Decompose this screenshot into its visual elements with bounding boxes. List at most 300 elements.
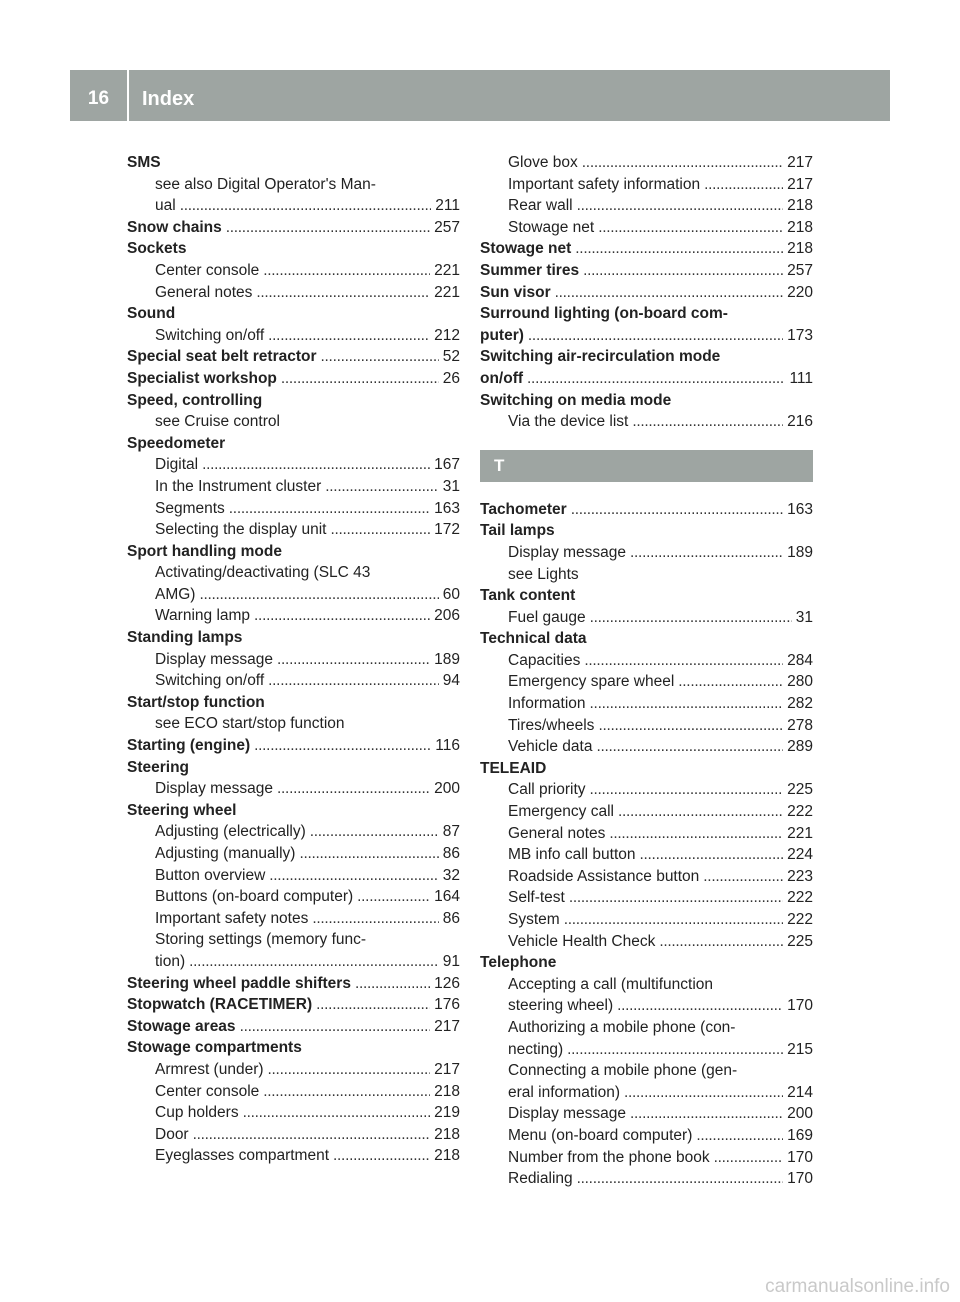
dot-leader xyxy=(330,519,430,541)
index-entry-page[interactable]: 222 xyxy=(787,803,813,821)
letter-section-bar: T xyxy=(480,450,813,482)
index-entry-text: Switching on media mode xyxy=(480,391,672,409)
dot-leader xyxy=(268,325,430,347)
index-entry[interactable] xyxy=(127,886,460,908)
index-entry-page[interactable]: 218 xyxy=(787,197,813,215)
index-entry-text: Stowage net xyxy=(480,240,572,258)
index-entry[interactable] xyxy=(127,649,460,671)
index-entry[interactable] xyxy=(127,1037,460,1059)
index-entry-page[interactable]: 126 xyxy=(434,974,460,992)
dot-leader xyxy=(333,1145,430,1167)
index-entry[interactable] xyxy=(127,562,460,584)
index-entry-text: see also Digital Operator's Man- xyxy=(155,175,376,193)
index-entry[interactable] xyxy=(127,217,460,239)
index-entry-text: Switching on/off xyxy=(155,326,265,344)
index-entry[interactable] xyxy=(480,758,813,780)
index-entry-text: Capacities xyxy=(508,651,581,669)
index-entry-page[interactable]: 218 xyxy=(434,1082,460,1100)
index-entry-page[interactable]: 222 xyxy=(787,911,813,928)
index-entry-text: on/off xyxy=(480,369,524,387)
index-entry[interactable] xyxy=(127,1102,460,1124)
index-entry-page[interactable]: 31 xyxy=(442,477,460,495)
dot-leader xyxy=(243,1102,431,1124)
index-entry-page[interactable]: 31 xyxy=(795,608,813,626)
index-column-right xyxy=(480,152,813,1190)
index-entry[interactable] xyxy=(480,325,813,347)
index-entry-text: Rear wall xyxy=(508,197,573,215)
index-entry-text: Tachometer xyxy=(480,500,567,518)
index-entry[interactable] xyxy=(480,823,813,845)
index-entry-page[interactable]: 172 xyxy=(434,521,460,539)
index-entry[interactable] xyxy=(127,713,460,735)
index-entry-text: In the Instrument cluster xyxy=(155,477,322,495)
index-entry-page[interactable]: 217 xyxy=(434,1060,460,1078)
index-entry-text: Summer tires xyxy=(480,261,580,279)
index-entry[interactable] xyxy=(480,1039,813,1061)
dot-leader xyxy=(199,584,438,606)
index-entry[interactable] xyxy=(127,821,460,843)
index-entry-text: Digital xyxy=(155,456,199,474)
index-entry-text: General notes xyxy=(508,824,606,842)
index-entry-text: Telephone xyxy=(480,954,557,972)
index-entry-text: tion) xyxy=(155,952,186,970)
index-entry[interactable] xyxy=(127,411,460,433)
dot-leader xyxy=(624,1082,783,1104)
index-entry[interactable] xyxy=(480,542,813,564)
index-entry[interactable] xyxy=(480,650,813,672)
index-entry-page[interactable]: 218 xyxy=(787,218,813,236)
index-entry-text: Tail lamps xyxy=(480,522,555,540)
index-entry-page[interactable]: 87 xyxy=(442,823,460,841)
page-header xyxy=(70,70,890,121)
index-entry-page[interactable]: 218 xyxy=(434,1147,460,1165)
index-entry-text: Sport handling mode xyxy=(127,542,282,560)
dot-leader xyxy=(575,238,783,260)
index-entry-text: Segments xyxy=(155,499,225,517)
index-entry-text: Information xyxy=(508,695,586,713)
index-entry[interactable] xyxy=(480,974,813,996)
index-entry-text: Glove box xyxy=(508,154,578,171)
index-entry[interactable] xyxy=(127,757,460,779)
index-entry-page[interactable]: 223 xyxy=(787,867,813,885)
index-entry-text: Center console xyxy=(155,1082,260,1100)
index-entry[interactable] xyxy=(480,585,813,607)
index-entry[interactable] xyxy=(127,973,460,995)
index-entry-text: Steering xyxy=(127,758,190,776)
index-entry-text: see Lights xyxy=(508,565,579,583)
index-entry-page[interactable]: 217 xyxy=(787,154,813,171)
index-entry-text: see ECO start/stop function xyxy=(155,715,345,733)
dot-leader xyxy=(254,605,430,627)
index-entry[interactable] xyxy=(480,607,813,629)
index-entry[interactable] xyxy=(127,800,460,822)
dot-leader xyxy=(193,1124,431,1146)
index-entry[interactable] xyxy=(480,671,813,693)
dot-leader xyxy=(310,821,439,843)
dot-leader xyxy=(189,951,439,973)
index-entry-text: Switching on/off xyxy=(155,672,265,690)
dot-leader xyxy=(678,671,783,693)
index-entry[interactable] xyxy=(127,929,460,951)
dot-leader xyxy=(263,1081,430,1103)
index-entry[interactable] xyxy=(480,152,813,174)
index-entry[interactable] xyxy=(480,801,813,823)
index-entry[interactable] xyxy=(127,735,460,757)
dot-leader xyxy=(325,476,438,498)
index-entry[interactable] xyxy=(480,887,813,909)
index-entry[interactable] xyxy=(127,584,460,606)
index-entry-text: steering wheel) xyxy=(508,997,614,1015)
dot-leader xyxy=(254,735,431,757)
dot-leader xyxy=(256,282,430,304)
index-entry-page[interactable]: 282 xyxy=(787,695,813,713)
dot-leader xyxy=(312,908,438,930)
index-entry-page[interactable]: 60 xyxy=(442,585,460,603)
index-entry-page[interactable]: 167 xyxy=(434,456,460,474)
index-entry-page[interactable]: 211 xyxy=(435,197,460,215)
index-entry-page[interactable]: 219 xyxy=(434,1104,460,1122)
index-entry-page[interactable]: 163 xyxy=(434,499,460,517)
index-entry-text: Stowage areas xyxy=(127,1017,236,1035)
index-entry-text: Call priority xyxy=(508,781,586,799)
index-entry[interactable] xyxy=(480,995,813,1017)
dot-leader xyxy=(277,778,430,800)
index-entry-page[interactable]: 212 xyxy=(434,326,460,344)
index-entry-page[interactable]: 200 xyxy=(787,1105,813,1123)
index-entry-page[interactable]: 32 xyxy=(442,866,460,884)
index-entry[interactable] xyxy=(480,628,813,650)
index-entry-page[interactable]: 278 xyxy=(787,716,813,734)
index-entry[interactable] xyxy=(480,779,813,801)
dot-leader xyxy=(263,260,430,282)
index-entry-page[interactable]: 284 xyxy=(787,651,813,669)
dot-leader xyxy=(564,909,783,931)
index-entry-text: Connecting a mobile phone (gen- xyxy=(508,1062,738,1080)
dot-leader xyxy=(590,779,784,801)
dot-leader xyxy=(590,607,792,629)
index-entry-page[interactable]: 225 xyxy=(787,781,813,799)
index-entry[interactable] xyxy=(127,1145,460,1167)
index-entry[interactable] xyxy=(127,627,460,649)
index-entry-page[interactable]: 189 xyxy=(787,543,813,561)
index-entry[interactable] xyxy=(480,282,813,304)
dot-leader xyxy=(355,973,430,995)
index-entry-text: Surround lighting (on-board com- xyxy=(480,305,728,323)
index-entry-text: Menu (on-board computer) xyxy=(508,1126,693,1144)
index-entry-page[interactable]: 86 xyxy=(442,845,460,862)
dot-leader xyxy=(527,368,785,390)
index-entry[interactable] xyxy=(127,282,460,304)
index-entry-text: Eyeglasses compartment xyxy=(155,1147,330,1165)
index-entry[interactable] xyxy=(127,692,460,714)
index-entry-text: Standing lamps xyxy=(127,629,243,647)
index-entry[interactable] xyxy=(127,498,460,520)
index-entry[interactable] xyxy=(480,1147,813,1169)
index-entry-page[interactable]: 86 xyxy=(442,909,460,927)
index-entry-text: System xyxy=(508,911,560,928)
index-entry-page[interactable]: 225 xyxy=(787,932,813,950)
index-entry[interactable] xyxy=(127,605,460,627)
index-entry-page[interactable]: 26 xyxy=(442,369,460,387)
index-entry-text: Emergency call xyxy=(508,803,614,821)
index-entry[interactable] xyxy=(480,693,813,715)
index-entry[interactable] xyxy=(480,217,813,239)
index-entry[interactable] xyxy=(127,1124,460,1146)
index-entry[interactable] xyxy=(127,1081,460,1103)
index-entry-text: Speed, controlling xyxy=(127,391,263,409)
index-entry[interactable] xyxy=(480,564,813,586)
index-entry-text: Snow chains xyxy=(127,218,222,236)
index-entry-text: Sockets xyxy=(127,240,187,258)
index-entry-text: Via the device list xyxy=(508,413,629,431)
index-entry[interactable] xyxy=(480,1060,813,1082)
index-entry-text: Storing settings (memory func- xyxy=(155,931,367,949)
dot-leader xyxy=(596,736,783,758)
index-entry-page[interactable]: 206 xyxy=(434,607,460,625)
index-entry-page[interactable]: 257 xyxy=(434,218,460,236)
index-entry-text: Display message xyxy=(508,1105,627,1123)
watermark: carmanualsonline.info xyxy=(765,1276,950,1297)
index-entry[interactable] xyxy=(480,931,813,953)
index-entry[interactable] xyxy=(480,368,813,390)
dot-leader xyxy=(202,454,430,476)
index-entry-page[interactable]: 217 xyxy=(787,175,813,193)
index-entry-text: Display message xyxy=(155,780,274,798)
index-entry-text: Cup holders xyxy=(155,1104,239,1122)
index-entry-text: Accepting a call (multifunction xyxy=(508,975,714,993)
index-entry-text: Vehicle data xyxy=(508,738,593,756)
index-entry-page[interactable]: 94 xyxy=(442,672,460,690)
index-entry-text: necting) xyxy=(508,1040,564,1058)
header-divider xyxy=(127,70,129,121)
page-number: 16 xyxy=(87,88,110,109)
index-entry[interactable] xyxy=(127,778,460,800)
index-entry-page[interactable]: 52 xyxy=(442,348,460,366)
index-entry-text: Switching air-recirculation mode xyxy=(480,348,721,366)
index-entry-text: Important safety notes xyxy=(155,909,309,927)
index-entry-text: Armrest (under) xyxy=(155,1060,264,1078)
index-column-left xyxy=(127,152,460,1167)
index-entry[interactable] xyxy=(480,1168,813,1190)
index-entry-page[interactable]: 170 xyxy=(787,997,813,1015)
index-entry[interactable] xyxy=(480,174,813,196)
dot-leader xyxy=(630,542,783,564)
index-entry[interactable] xyxy=(480,715,813,737)
dot-leader xyxy=(618,801,783,823)
dot-leader xyxy=(590,693,784,715)
index-entry-text: Authorizing a mobile phone (con- xyxy=(508,1018,736,1036)
index-entry-text: Emergency spare wheel xyxy=(508,673,675,691)
dot-leader xyxy=(277,649,430,671)
dot-leader xyxy=(704,174,783,196)
index-entry-text: Center console xyxy=(155,261,260,279)
index-entry-page[interactable]: 289 xyxy=(787,738,813,756)
index-entry[interactable] xyxy=(127,238,460,260)
index-entry-page[interactable]: 221 xyxy=(434,283,460,301)
index-entry-page[interactable]: 163 xyxy=(787,500,813,518)
index-entry-text: see Cruise control xyxy=(155,413,280,431)
index-entry[interactable] xyxy=(480,303,813,325)
index-entry-text: Technical data xyxy=(480,630,587,648)
index-entry[interactable] xyxy=(127,994,460,1016)
dot-leader xyxy=(630,1103,783,1125)
dot-leader xyxy=(321,346,439,368)
index-entry-text: Button overview xyxy=(155,866,266,884)
index-entry[interactable] xyxy=(127,670,460,692)
dot-leader xyxy=(567,1039,783,1061)
dot-leader xyxy=(316,994,430,1016)
index-entry-page[interactable]: 169 xyxy=(787,1126,813,1144)
index-entry-text: Display message xyxy=(155,650,274,668)
index-entry-page[interactable]: 222 xyxy=(787,889,813,907)
index-entry[interactable] xyxy=(127,519,460,541)
index-entry[interactable] xyxy=(127,325,460,347)
index-entry[interactable] xyxy=(127,260,460,282)
index-entry-text: SMS xyxy=(127,154,161,171)
index-entry-page[interactable]: 221 xyxy=(787,824,813,842)
dot-leader xyxy=(714,1147,784,1169)
index-entry-text: TELEAID xyxy=(480,759,547,777)
index-entry[interactable] xyxy=(480,844,813,866)
index-entry-page[interactable]: 218 xyxy=(787,240,813,258)
index-entry-page[interactable]: 215 xyxy=(787,1040,813,1058)
index-entry[interactable] xyxy=(480,736,813,758)
index-entry-page[interactable]: 164 xyxy=(434,888,460,906)
index-entry-text: Tires/wheels xyxy=(508,716,595,734)
index-entry[interactable] xyxy=(127,1016,460,1038)
index-entry-text: Self-test xyxy=(508,889,565,907)
index-entry-text: puter) xyxy=(480,326,524,344)
dot-leader xyxy=(577,1168,783,1190)
index-entry[interactable] xyxy=(480,952,813,974)
index-entry-text: Fuel gauge xyxy=(508,608,586,626)
index-entry[interactable] xyxy=(127,1059,460,1081)
index-entry[interactable] xyxy=(480,909,813,931)
index-entry-page[interactable]: 224 xyxy=(787,846,813,864)
index-entry-text: eral information) xyxy=(508,1083,620,1101)
index-entry[interactable] xyxy=(127,476,460,498)
index-entry[interactable] xyxy=(127,390,460,412)
index-entry-text: Starting (engine) xyxy=(127,737,251,755)
index-entry-page[interactable]: 91 xyxy=(442,952,460,970)
index-entry-text: Stowage net xyxy=(508,218,595,236)
index-entry-page[interactable]: 170 xyxy=(787,1170,813,1188)
dot-leader xyxy=(240,1016,431,1038)
index-entry[interactable] xyxy=(127,368,460,390)
index-entry[interactable] xyxy=(127,865,460,887)
index-entry-text: Stopwatch (RACETIMER) xyxy=(127,996,313,1014)
index-entry-text: Start/stop function xyxy=(127,693,265,711)
index-entry[interactable] xyxy=(127,195,460,217)
index-entry-page[interactable]: 176 xyxy=(434,996,460,1014)
dot-leader xyxy=(571,499,783,521)
index-entry[interactable] xyxy=(480,238,813,260)
index-entry[interactable] xyxy=(127,152,460,174)
index-entry-page[interactable]: 173 xyxy=(787,326,813,344)
dot-leader xyxy=(632,411,783,433)
index-entry[interactable] xyxy=(127,174,460,196)
index-entry-text: General notes xyxy=(155,283,253,301)
index-entry-page[interactable]: 189 xyxy=(434,650,460,668)
index-entry[interactable] xyxy=(480,195,813,217)
index-entry-page[interactable]: 216 xyxy=(787,413,813,431)
index-entry-page[interactable]: 116 xyxy=(435,737,460,755)
index-entry[interactable] xyxy=(480,1125,813,1147)
index-entry-page[interactable]: 170 xyxy=(787,1148,813,1166)
dot-leader xyxy=(226,217,430,239)
dot-leader xyxy=(582,152,783,174)
index-entry[interactable] xyxy=(480,499,813,521)
index-entry-text: Door xyxy=(155,1125,189,1143)
index-entry-text: Adjusting (manually) xyxy=(155,845,296,862)
index-entry-page[interactable]: 217 xyxy=(434,1017,460,1035)
index-entry[interactable] xyxy=(480,411,813,433)
index-entry-text: Redialing xyxy=(508,1170,573,1188)
index-entry-page[interactable]: 214 xyxy=(787,1083,813,1101)
dot-leader xyxy=(569,887,783,909)
index-entry-text: Warning lamp xyxy=(155,607,251,625)
index-entry-text: Adjusting (electrically) xyxy=(155,823,306,841)
dot-leader xyxy=(269,865,438,887)
index-entry-page[interactable]: 220 xyxy=(787,283,813,301)
dot-leader xyxy=(528,325,783,347)
index-entry-text: AMG) xyxy=(155,585,196,603)
index-entry-text: Buttons (on-board computer) xyxy=(155,888,354,906)
index-entry[interactable] xyxy=(480,1103,813,1125)
index-entry-text: Tank content xyxy=(480,587,576,605)
dot-leader xyxy=(299,843,438,865)
index-entry[interactable] xyxy=(480,1082,813,1104)
index-entry[interactable] xyxy=(127,908,460,930)
index-entry[interactable] xyxy=(127,346,460,368)
index-entry[interactable] xyxy=(480,866,813,888)
dot-leader xyxy=(584,650,783,672)
index-entry[interactable] xyxy=(127,454,460,476)
index-entry[interactable] xyxy=(480,1017,813,1039)
index-entry[interactable] xyxy=(480,346,813,368)
index-entry[interactable] xyxy=(480,260,813,282)
index-entry-text: Specialist workshop xyxy=(127,369,277,387)
dot-leader xyxy=(598,715,783,737)
index-list-t xyxy=(480,499,813,1190)
index-entry[interactable] xyxy=(480,390,813,412)
index-entry-page[interactable]: 221 xyxy=(434,261,460,279)
dot-leader xyxy=(617,995,783,1017)
index-entry-text: Stowage compartments xyxy=(127,1039,302,1057)
index-entry[interactable] xyxy=(480,520,813,542)
index-entry-page[interactable]: 200 xyxy=(434,780,460,798)
dot-leader xyxy=(640,844,784,866)
index-entry[interactable] xyxy=(127,843,460,865)
index-list-s-continued xyxy=(480,152,813,433)
index-entry[interactable] xyxy=(127,433,460,455)
dot-leader xyxy=(577,195,784,217)
index-entry[interactable] xyxy=(127,541,460,563)
index-entry-page[interactable]: 111 xyxy=(789,369,813,387)
index-entry-text: MB info call button xyxy=(508,846,636,864)
section-title: Index xyxy=(142,88,195,110)
dot-leader xyxy=(229,498,430,520)
index-entry-page[interactable]: 257 xyxy=(787,261,813,279)
index-entry-text: Display message xyxy=(508,543,627,561)
index-entry-page[interactable]: 280 xyxy=(787,673,813,691)
index-entry-page[interactable]: 218 xyxy=(434,1125,460,1143)
dot-leader xyxy=(555,282,783,304)
dot-leader xyxy=(281,368,439,390)
index-entry[interactable] xyxy=(127,951,460,973)
index-entry[interactable] xyxy=(127,303,460,325)
dot-leader xyxy=(696,1125,783,1147)
